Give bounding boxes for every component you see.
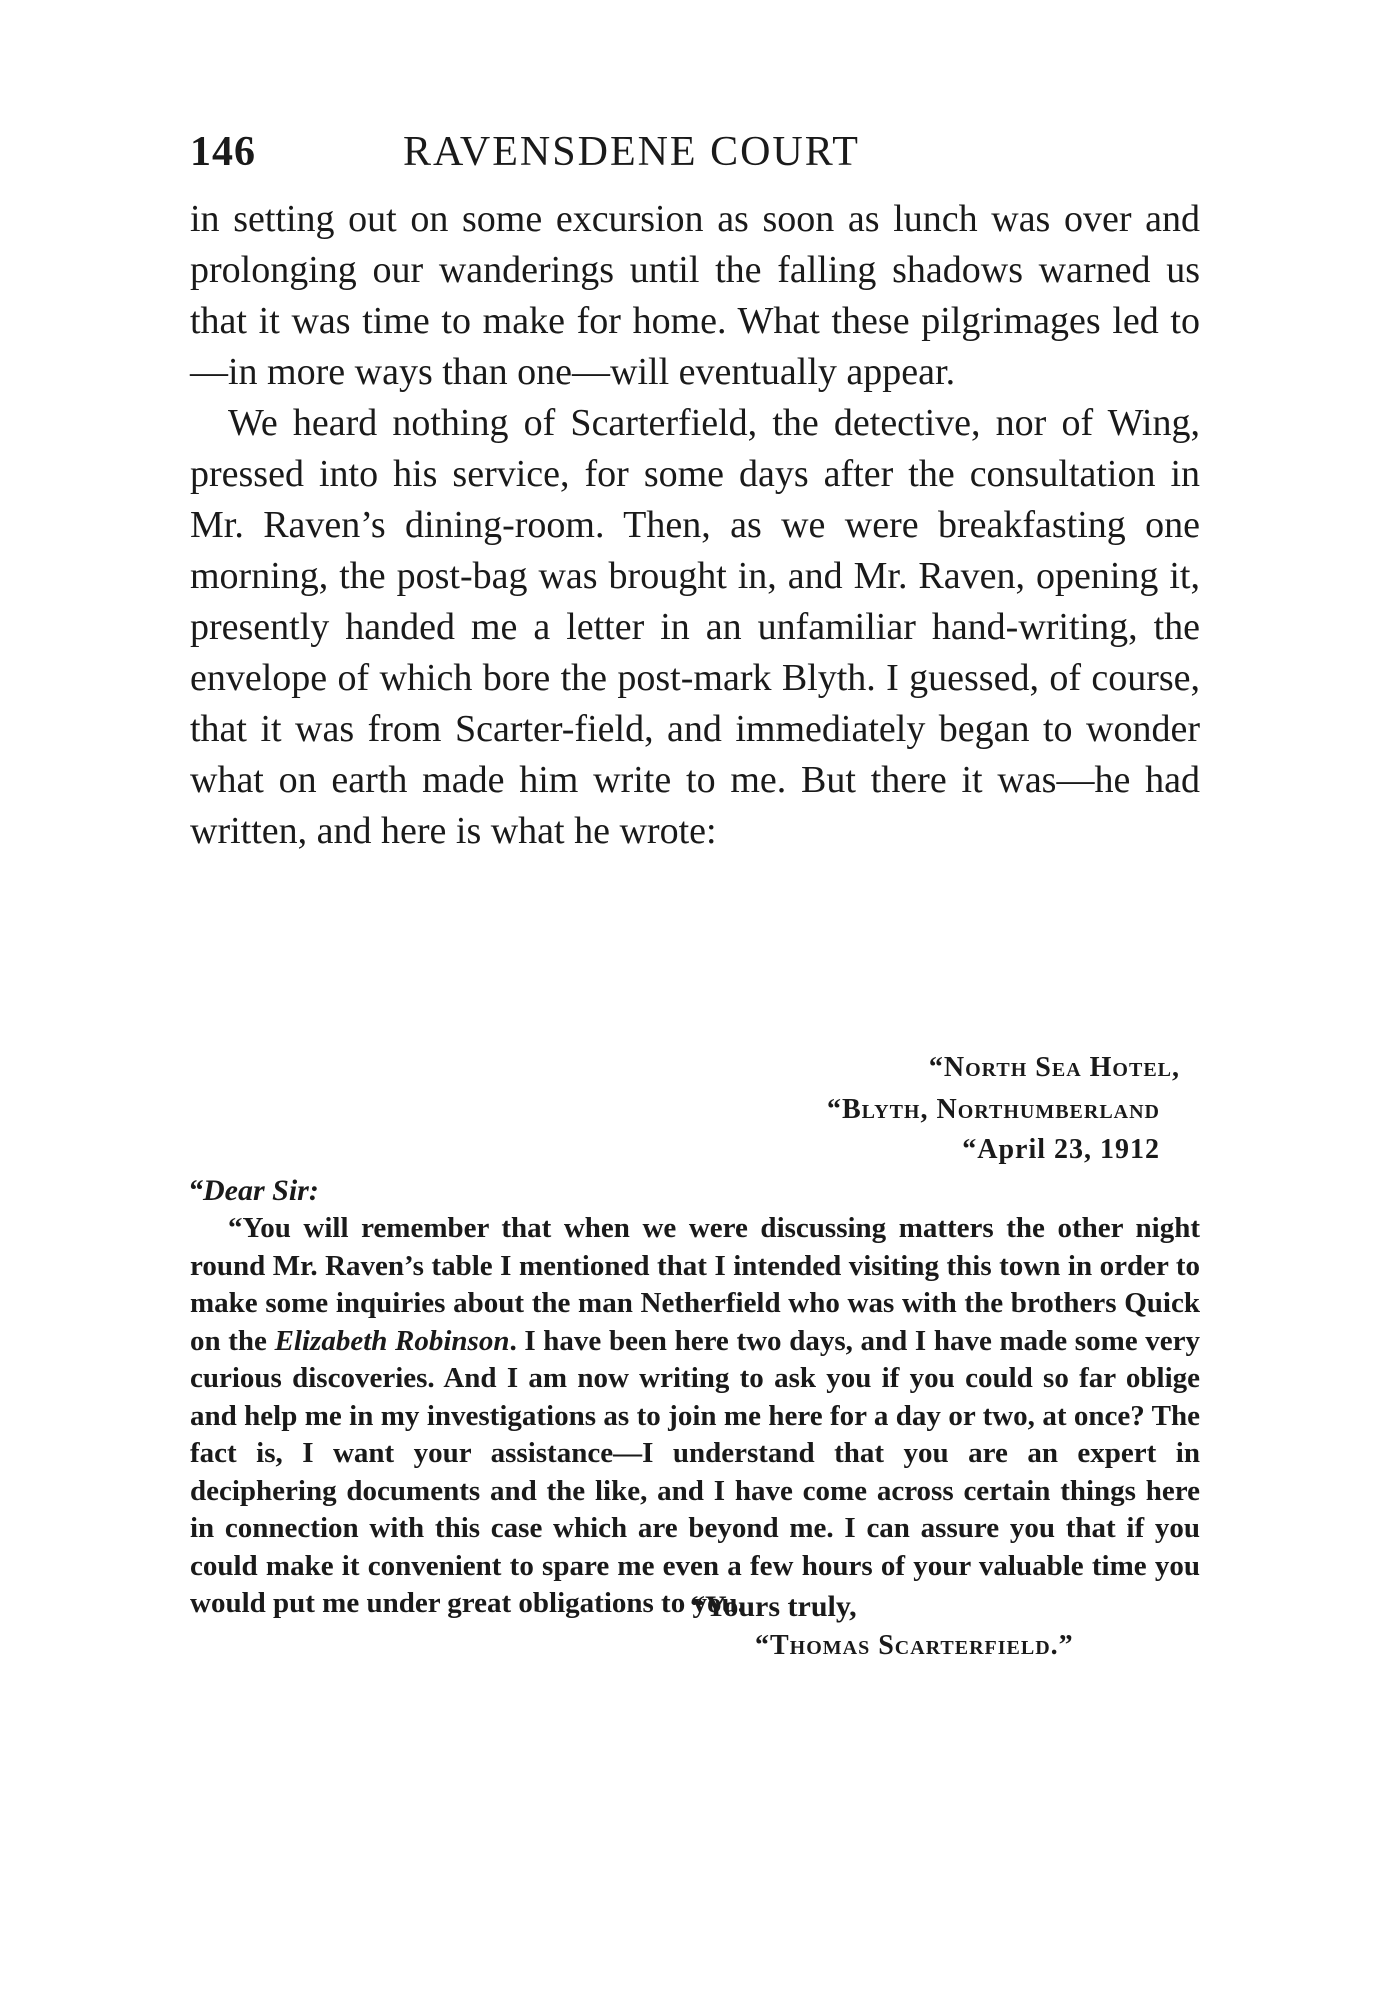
- letter-salutation: “Dear Sir:: [188, 1174, 319, 1207]
- letter-text: . I have been here two days, and I have made some very curious discoveries. And I am now writing to ask you if you could so far oblige and help me in my investigations as to join me here for a day or two, at once? The fact is, I want your assistance—I understand that you are an expert in deciphering documents and the like, and I have come across certain things here in connection with this case which are beyond me. I can assure you that if you could make it convenient to spare me even a few hours of your valuable time you would put me under great obligations to you.: [190, 1324, 1200, 1619]
- ship-name: Elizabeth Robinson: [274, 1324, 510, 1357]
- paragraph: We heard nothing of Scarterfield, the detective, nor of Wing, pressed into his service, for some days after the consultation in Mr. Raven’s dining-room. Then, as we were breakfasting one morning, the post-bag was brought in, and Mr. Raven, opening it, presently handed me a letter in an unfamiliar hand-writing, the envelope of which bore the post-mark Blyth. I guessed, of course, that it was from Scarter-field, and immediately began to wonder what on earth made him write to me. But there it was—he had written, and here is what he wrote:: [190, 402, 1200, 852]
- running-title: RAVENSDENE COURT: [403, 129, 860, 175]
- letter-signature: “Thomas Scarterfield.”: [755, 1630, 1074, 1661]
- letter-paragraph: [190, 1210, 1200, 1623]
- letter-date: “April 23, 1912: [962, 1134, 1160, 1165]
- letter-body: [190, 1210, 1200, 1623]
- paragraph: in setting out on some excursion as soon as lunch was over and prolonging our wanderings until the falling shadows warned us that it was time to make for home. What these pilgrimages led to—in more ways than one—will eventually appear.: [190, 198, 1200, 393]
- letter-address-line: “North Sea Hotel,: [928, 1052, 1180, 1083]
- letter-closing: “Yours truly,: [690, 1590, 857, 1623]
- letter-text: “You will remember that when we were discussing matters the other night round Mr. Raven’s table I mentioned that I intended visiting this town in order to make some inquiries about the man Netherfield who was with the brothers Quick on the: [190, 1212, 1200, 1357]
- body-text: [190, 194, 1200, 857]
- page-number: 146: [190, 129, 256, 175]
- letter-address-line: “Blyth, Northumberland: [826, 1094, 1160, 1125]
